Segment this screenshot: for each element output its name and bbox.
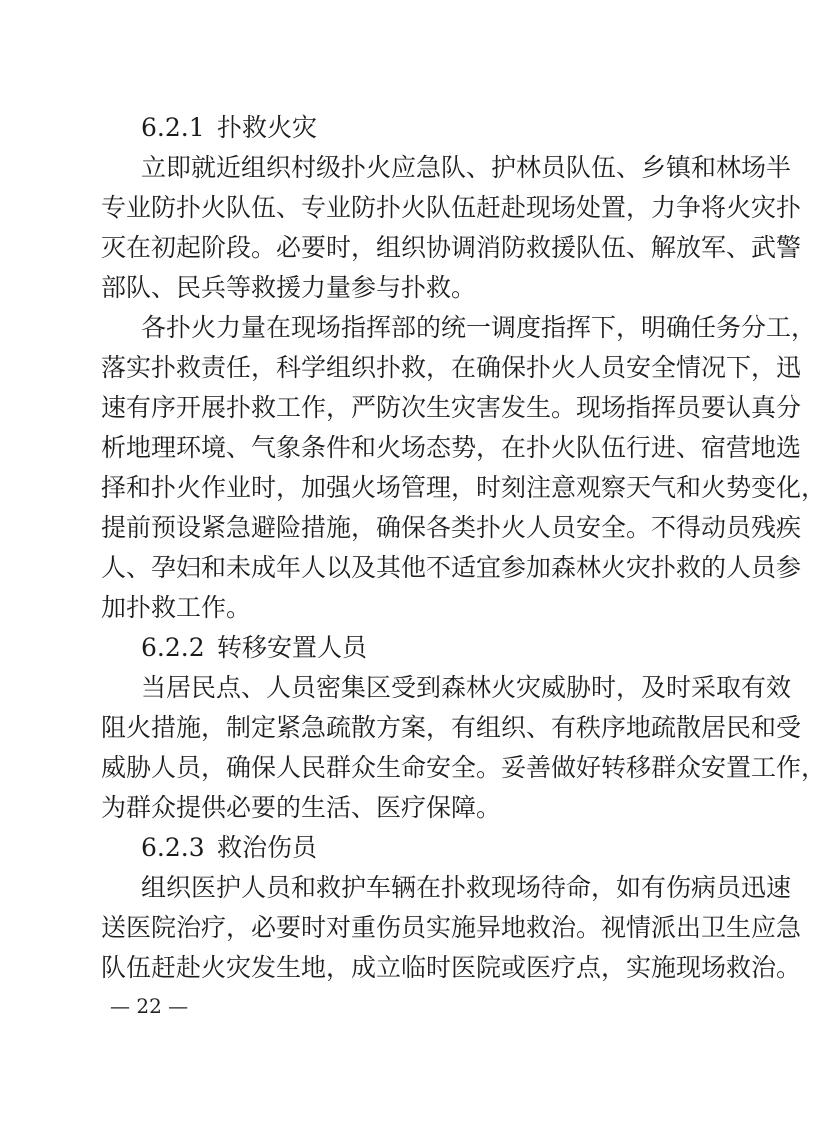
section-title: 救治伤员 <box>217 833 318 862</box>
section-heading-6-2-2 <box>141 628 693 668</box>
paragraph-line: 析地理环境、气象条件和火场态势，在扑火队伍行进、宿营地选 <box>101 433 802 462</box>
paragraph-line: 择和扑火作业时，加强火场管理，时刻注意观察天气和火势变化， <box>101 473 826 502</box>
paragraph-line: 提前预设紧急避险措施，确保各类扑火人员安全。不得动员残疾 <box>101 513 802 542</box>
paragraph-line: 当居民点、人员密集区受到森林火灾威胁时，及时采取有效 <box>141 673 792 702</box>
page-number: — 22 — <box>110 994 189 1018</box>
paragraph-line: 速有序开展扑救工作，严防次生灾害发生。现场指挥员要认真分 <box>101 393 802 422</box>
section-number: 6.2.1 <box>141 113 205 142</box>
paragraph-line: 各扑火力量在现场指挥部的统一调度指挥下，明确任务分工， <box>141 313 817 342</box>
paragraph-line: 威胁人员，确保人民群众生命安全。妥善做好转移群众安置工作， <box>101 753 826 782</box>
section-number: 6.2.2 <box>141 633 205 662</box>
paragraph-line: 部队、民兵等救援力量参与扑救。 <box>101 273 477 302</box>
section-title: 扑救火灾 <box>217 113 318 142</box>
paragraph-line: 专业防扑火队伍、专业防扑火队伍赶赴现场处置，力争将火灾扑 <box>101 193 802 222</box>
section-title: 转移安置人员 <box>217 633 368 662</box>
section-number: 6.2.3 <box>141 833 205 862</box>
paragraph-line: 落实扑救责任，科学组织扑救，在确保扑火人员安全情况下，迅 <box>101 353 802 382</box>
section-heading-6-2-1 <box>141 108 693 148</box>
paragraph-line: 灭在初起阶段。必要时，组织协调消防救援队伍、解放军、武警 <box>101 233 802 262</box>
paragraph-line: 为群众提供必要的生活、医疗保障。 <box>101 793 502 822</box>
paragraph-line: 送医院治疗，必要时对重伤员实施异地救治。视情派出卫生应急 <box>101 913 802 942</box>
paragraph-line: 队伍赶赴火灾发生地，成立临时医院或医疗点，实施现场救治。 <box>101 953 802 982</box>
paragraph-line: 人、孕妇和未成年人以及其他不适宜参加森林火灾扑救的人员参 <box>101 553 802 582</box>
section-heading-6-2-3 <box>141 828 693 868</box>
paragraph-line: 阻火措施，制定紧急疏散方案，有组织、有秩序地疏散居民和受 <box>101 713 802 742</box>
paragraph-line: 加扑救工作。 <box>101 593 252 622</box>
paragraph-line: 立即就近组织村级扑火应急队、护林员队伍、乡镇和林场半 <box>141 153 792 182</box>
paragraph-line: 组织医护人员和救护车辆在扑救现场待命，如有伤病员迅速 <box>141 873 792 902</box>
